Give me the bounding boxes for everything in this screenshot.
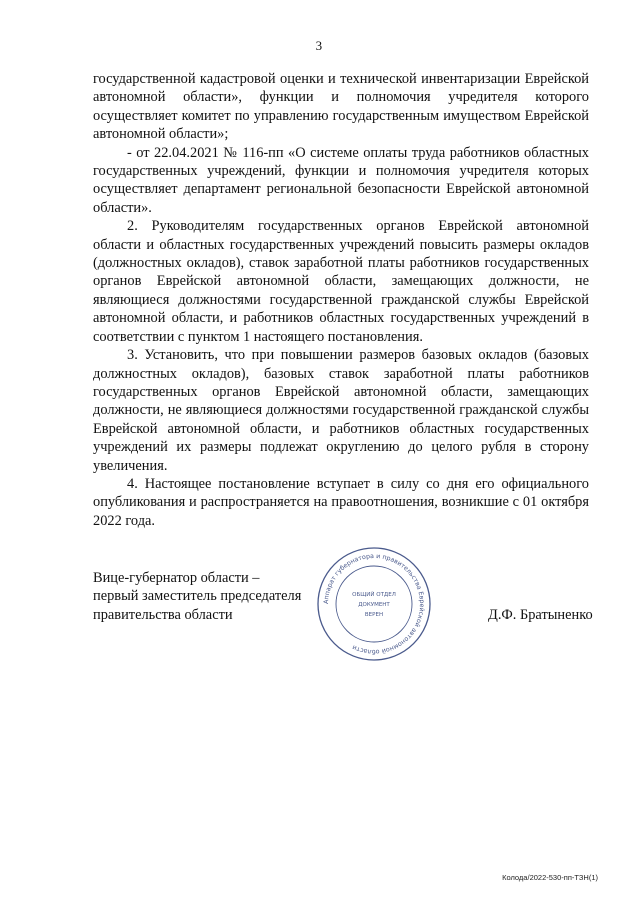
page-number: 3 (315, 38, 323, 53)
stamp-center-line: ДОКУМЕНТ (358, 602, 390, 608)
document-code: Колода/2022-530-пп-ТЗН(1) (502, 873, 598, 882)
signatory-title (93, 569, 301, 624)
signatory-title-line: Вице-губернатор области – (93, 570, 260, 586)
paragraph-continuation: государственной кадастровой оценки и технической инвентаризации Еврейской автономной области», функции и полномочия учредителя которого осуществляет комитет по управлению государственным имуществом Еврейской автономной области»; (93, 71, 589, 143)
stamp-ring-text: Аппарат губернатора и правительства Еврейской автономной области (322, 552, 426, 656)
official-stamp (314, 544, 434, 664)
paragraph-item-2: 2. Руководителям государственных органов Еврейской автономной области и областных государственных учреждений повысить размеры окладов (должностных окладов), ставок заработной платы работников государственных органов Еврейской автономной области, замещающих должности, не являющиеся должностями государственной гражданской службы Еврейской автономной области, и работников областных государственных учреждений в соответствии с пунктом 1 настоящего постановления. (93, 218, 589, 345)
stamp-center-line: ВЕРЕН (364, 612, 384, 618)
paragraph-decree-116: - от 22.04.2021 № 116-пп «О системе оплаты труда работников областных государственных учреждений, функции и полномочия учредителя которых осуществляет департамент региональной безопасности Еврейской автономной области». (93, 144, 589, 216)
signatory-title-line: первый заместитель председателя (93, 588, 302, 605)
document-body (93, 70, 589, 530)
paragraph-item-3: 3. Установить, что при повышении размеров базовых окладов (базовых должностных окладов), базовых ставок заработной платы работников государственных органов Еврейской автономной области, замещающих должности, не являющиеся должностями государственной гражданской службы Еврейской автономной области, и работников областных государственных учреждений их размеры подлежат округлению до целого рубля в сторону увеличения. (93, 347, 589, 474)
paragraph-item-4: 4. Настоящее постановление вступает в силу со дня его официального опубликования и распространяется на правоотношения, возникшие с 01 октября 2022 года. (93, 475, 589, 529)
stamp-center-line: ОБЩИЙ ОТДЕЛ (352, 592, 396, 598)
signatory-title-line: правительства области (93, 606, 233, 623)
signatory-name: Д.Ф. Братыненко (488, 607, 593, 623)
